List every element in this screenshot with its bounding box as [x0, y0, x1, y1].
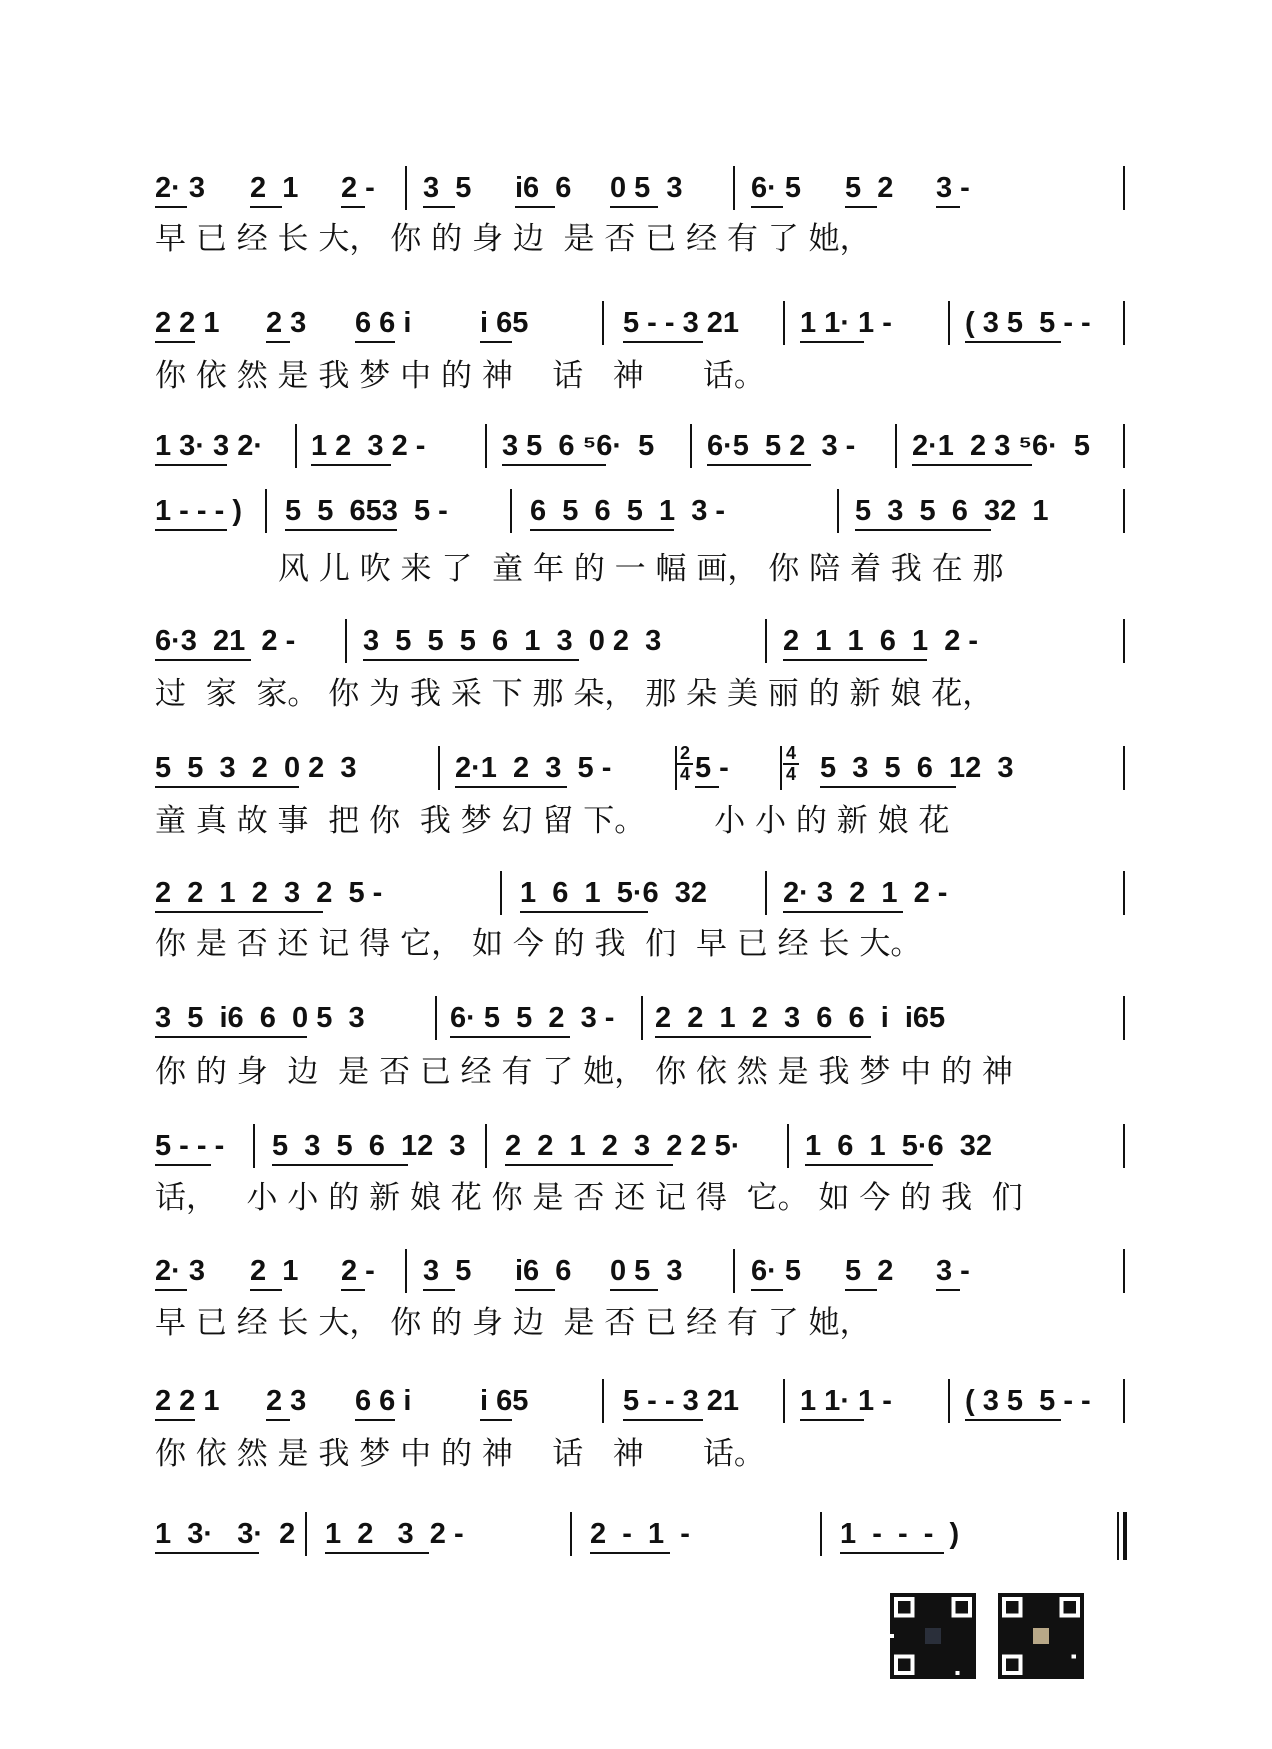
note-group: 1 3· 3 2·: [155, 430, 263, 462]
lyrics-row: [155, 350, 1130, 394]
lyrics-row: [155, 1046, 1130, 1090]
barline: [780, 746, 782, 790]
beam-underline: [250, 206, 282, 208]
note-group: 2· 3: [155, 1255, 205, 1287]
barline: [1123, 871, 1125, 915]
beam-underline: [480, 341, 512, 343]
notation-row: [155, 877, 1130, 917]
note-group: 6·5 5 2 3 -: [707, 430, 856, 462]
lyrics-row: [155, 1428, 1130, 1472]
lyric-line: 你 的 身 边 是 否 已 经 有 了 她， 你 依 然 是 我 梦 中 的 神: [155, 1054, 1013, 1090]
note-group: 6 6 i: [355, 1385, 412, 1417]
barline: [787, 1124, 789, 1168]
notation-row: [155, 625, 1130, 665]
beam-underline: [655, 1036, 871, 1038]
beam-underline: [623, 1419, 703, 1421]
beam-underline: [266, 341, 290, 343]
note-group: 1 2 3 2 -: [311, 430, 426, 462]
note-group: 0 5 3: [610, 1255, 683, 1287]
note-group: 1 6 1 5·6 32: [520, 877, 708, 909]
qr-code-right: [998, 1593, 1084, 1679]
beam-underline: [155, 341, 195, 343]
beam-underline: [515, 1289, 555, 1291]
note-group: 5 5 653 5 -: [285, 495, 448, 527]
barline: [733, 166, 735, 210]
note-group: 2 -: [341, 1255, 375, 1287]
beam-underline: [751, 1289, 783, 1291]
barline: [765, 619, 767, 663]
barline: [948, 301, 950, 345]
barline: [837, 489, 839, 533]
beam-underline: [783, 911, 903, 913]
beam-underline: [502, 464, 606, 466]
barline: [405, 1249, 407, 1293]
notation-row: [155, 1385, 1130, 1425]
note-group: 6· 5: [751, 1255, 801, 1287]
note-group: i 65: [480, 307, 529, 339]
beam-underline: [285, 529, 397, 531]
barline: [1123, 166, 1125, 210]
barline: [435, 996, 437, 1040]
beam-underline: [325, 1552, 429, 1554]
note-group: 2 2 1 2 3 2 2 5·: [505, 1130, 741, 1162]
note-group: 2 2 1 2 3 2 5 -: [155, 877, 383, 909]
barline: [1123, 301, 1125, 345]
note-group: 6 5 6 5 1 3 -: [530, 495, 726, 527]
beam-underline: [155, 1164, 211, 1166]
note-group: 1 1· 1 -: [800, 307, 892, 339]
notation-row: [155, 307, 1130, 347]
beam-underline: [455, 786, 567, 788]
note-group: 1 - - - ): [840, 1518, 960, 1550]
barline: [500, 871, 502, 915]
beam-underline: [155, 1419, 195, 1421]
lyrics-row: [155, 668, 1130, 712]
note-group: 5 - - -: [155, 1130, 225, 1162]
barline: [570, 1512, 572, 1556]
note-group: 2 1: [250, 172, 299, 204]
barline: [1123, 1124, 1125, 1168]
beam-underline: [800, 341, 864, 343]
note-group: 5 3 5 6 12 3: [272, 1130, 466, 1162]
beam-underline: [530, 529, 674, 531]
barline: [765, 871, 767, 915]
note-group: 1 - - - ): [155, 495, 242, 527]
barline: [641, 996, 643, 1040]
lyric-line: 早 已 经 长 大， 你 的 身 边 是 否 已 经 有 了 她，: [155, 221, 871, 257]
barline: [1123, 996, 1125, 1040]
notation-row: [155, 1130, 1130, 1170]
beam-underline: [936, 206, 960, 208]
beam-underline: [155, 1552, 259, 1554]
barline: [1123, 424, 1125, 468]
lyrics-row: [155, 918, 1130, 962]
barline: [1123, 746, 1125, 790]
note-group: 1 2 3 2 -: [325, 1518, 464, 1550]
note-group: 3 5: [423, 1255, 472, 1287]
note-group: 0 5 3: [610, 172, 683, 204]
beam-underline: [515, 206, 555, 208]
notation-row: [155, 172, 1130, 212]
note-group: i 65: [480, 1385, 529, 1417]
notation-row: [155, 1002, 1130, 1042]
lyric-line: 你 依 然 是 我 梦 中 的 神 话 神 话。: [155, 1436, 765, 1472]
beam-underline: [845, 1289, 877, 1291]
lyric-line: 过 家 家。 你 为 我 采 下 那 朵， 那 朵 美 丽 的 新 娘 花，: [155, 676, 994, 712]
note-group: 2·1 2 3 ⁵6· 5: [912, 430, 1091, 462]
lyric-line: 早 已 经 长 大， 你 的 身 边 是 否 已 经 有 了 她，: [155, 1305, 871, 1341]
beam-underline: [610, 206, 658, 208]
beam-underline: [311, 464, 391, 466]
beam-underline: [355, 1419, 395, 1421]
beam-underline: [520, 911, 648, 913]
note-group: 2 - 1 -: [590, 1518, 690, 1550]
barline: [295, 424, 297, 468]
beam-underline: [155, 1289, 187, 1291]
beam-underline: [341, 1289, 365, 1291]
time-signature: 2 4: [677, 744, 693, 784]
lyrics-row: [155, 213, 1130, 257]
barline: [1123, 619, 1125, 663]
beam-underline: [820, 786, 956, 788]
note-group: 2 3: [266, 307, 307, 339]
note-group: i6 6: [515, 172, 572, 204]
barline: [265, 489, 267, 533]
barline: [1123, 489, 1125, 533]
note-group: 2 1 1 6 1 2 -: [783, 625, 979, 657]
note-group: 2· 3 2 1 2 -: [783, 877, 948, 909]
note-group: 6·3 21 2 -: [155, 625, 296, 657]
note-group: 3 5 6 ⁵6· 5: [502, 430, 655, 462]
beam-underline: [610, 1289, 658, 1291]
lyrics-row: [155, 795, 1130, 839]
beam-underline: [855, 529, 991, 531]
note-group: 3 5 5 5 6 1 3 0 2 3: [363, 625, 662, 657]
beam-underline: [480, 1419, 512, 1421]
lyric-line: 童 真 故 事 把 你 我 梦 幻 留 下。 小 小 的 新 娘 花: [155, 803, 950, 839]
beam-underline: [423, 1289, 455, 1291]
notation-row: [155, 743, 1130, 792]
barline: [733, 1249, 735, 1293]
lyric-line: 你 依 然 是 我 梦 中 的 神 话 神 话。: [155, 358, 765, 394]
note-group: 2 2 1: [155, 307, 220, 339]
note-group: 5 2: [845, 1255, 894, 1287]
lyric-line: 话， 小 小 的 新 娘 花 你 是 否 还 记 得 它。 如 今 的 我 们: [155, 1180, 1023, 1216]
barline: [1123, 1249, 1125, 1293]
barline: [690, 424, 692, 468]
lyric-line: 你 是 否 还 记 得 它， 如 今 的 我 们 早 已 经 长 大。: [155, 926, 922, 962]
note-group: 3 5 i6 6 0 5 3: [155, 1002, 365, 1034]
beam-underline: [155, 1036, 307, 1038]
note-group: 2· 3: [155, 172, 205, 204]
beam-underline: [805, 1164, 933, 1166]
note-group: 1 3· 3· 2: [155, 1518, 296, 1550]
beam-underline: [155, 659, 251, 661]
barline: [895, 424, 897, 468]
beam-underline: [695, 786, 719, 788]
note-group: 5 3 5 6 12 3: [820, 752, 1014, 784]
notation-row: [155, 495, 1130, 535]
note-group: 6 6 i: [355, 307, 412, 339]
beam-underline: [355, 341, 395, 343]
barline: [1123, 1379, 1125, 1423]
note-group: 6· 5 5 2 3 -: [450, 1002, 615, 1034]
beam-underline: [707, 464, 811, 466]
lyrics-row: [155, 1172, 1130, 1216]
beam-underline: [341, 206, 365, 208]
final-barline-thick: [1123, 1512, 1127, 1560]
barline: [253, 1124, 255, 1168]
note-group: 5 - - 3 21: [623, 307, 740, 339]
final-barline-thin: [1117, 1512, 1119, 1560]
beam-underline: [783, 659, 927, 661]
note-group: 2 1: [250, 1255, 299, 1287]
barline: [602, 301, 604, 345]
note-group: i6 6: [515, 1255, 572, 1287]
notation-row: [155, 1255, 1130, 1295]
barline: [485, 1124, 487, 1168]
beam-underline: [155, 529, 227, 531]
note-group: 2·1 2 3 5 -: [455, 752, 612, 784]
notation-row: [155, 430, 1130, 470]
barline: [438, 746, 440, 790]
note-group: 2 -: [341, 172, 375, 204]
beam-underline: [250, 1289, 282, 1291]
beam-underline: [272, 1164, 408, 1166]
barline: [485, 424, 487, 468]
beam-underline: [623, 341, 703, 343]
barline: [305, 1512, 307, 1556]
beam-underline: [965, 1419, 1061, 1421]
note-group: 1 1· 1 -: [800, 1385, 892, 1417]
note-group: ( 3 5 5 - -: [965, 307, 1091, 339]
beam-underline: [751, 206, 783, 208]
beam-underline: [936, 1289, 960, 1291]
note-group: 1 6 1 5·6 32: [805, 1130, 993, 1162]
beam-underline: [450, 1036, 570, 1038]
qr-code-left: [890, 1593, 976, 1679]
note-group: ( 3 5 5 - -: [965, 1385, 1091, 1417]
time-signature: 4 4: [783, 744, 799, 784]
note-group: 5 2: [845, 172, 894, 204]
beam-underline: [155, 464, 227, 466]
notation-row: [155, 1518, 1130, 1558]
beam-underline: [423, 206, 455, 208]
beam-underline: [800, 1419, 864, 1421]
note-group: 2 3: [266, 1385, 307, 1417]
note-group: 6· 5: [751, 172, 801, 204]
note-group: 5 - - 3 21: [623, 1385, 740, 1417]
note-group: 5 3 5 6 32 1: [855, 495, 1049, 527]
lyric-line: 风 儿 吹 来 了 童 年 的 一 幅 画， 你 陪 着 我 在 那: [278, 551, 1004, 587]
beam-underline: [363, 659, 579, 661]
lyrics-row: [155, 543, 1130, 587]
barline: [783, 301, 785, 345]
barline: [602, 1379, 604, 1423]
barline: [948, 1379, 950, 1423]
note-group: 2 2 1 2 3 6 6 i i65: [655, 1002, 946, 1034]
beam-underline: [155, 911, 323, 913]
barline: [510, 489, 512, 533]
beam-underline: [965, 341, 1061, 343]
beam-underline: [505, 1164, 673, 1166]
lyrics-row: [155, 1297, 1130, 1341]
note-group: 5 5 3 2 0 2 3: [155, 752, 357, 784]
note-group: 3 -: [936, 1255, 970, 1287]
note-group: 3 5: [423, 172, 472, 204]
barline: [345, 619, 347, 663]
beam-underline: [266, 1419, 290, 1421]
note-group: 2 2 1: [155, 1385, 220, 1417]
note-group: 3 -: [936, 172, 970, 204]
barline: [405, 166, 407, 210]
beam-underline: [845, 206, 877, 208]
beam-underline: [155, 786, 299, 788]
note-group: 5 -: [695, 752, 729, 784]
barline: [820, 1512, 822, 1556]
beam-underline: [155, 206, 187, 208]
barline: [783, 1379, 785, 1423]
beam-underline: [840, 1552, 944, 1554]
beam-underline: [590, 1552, 670, 1554]
beam-underline: [912, 464, 1032, 466]
